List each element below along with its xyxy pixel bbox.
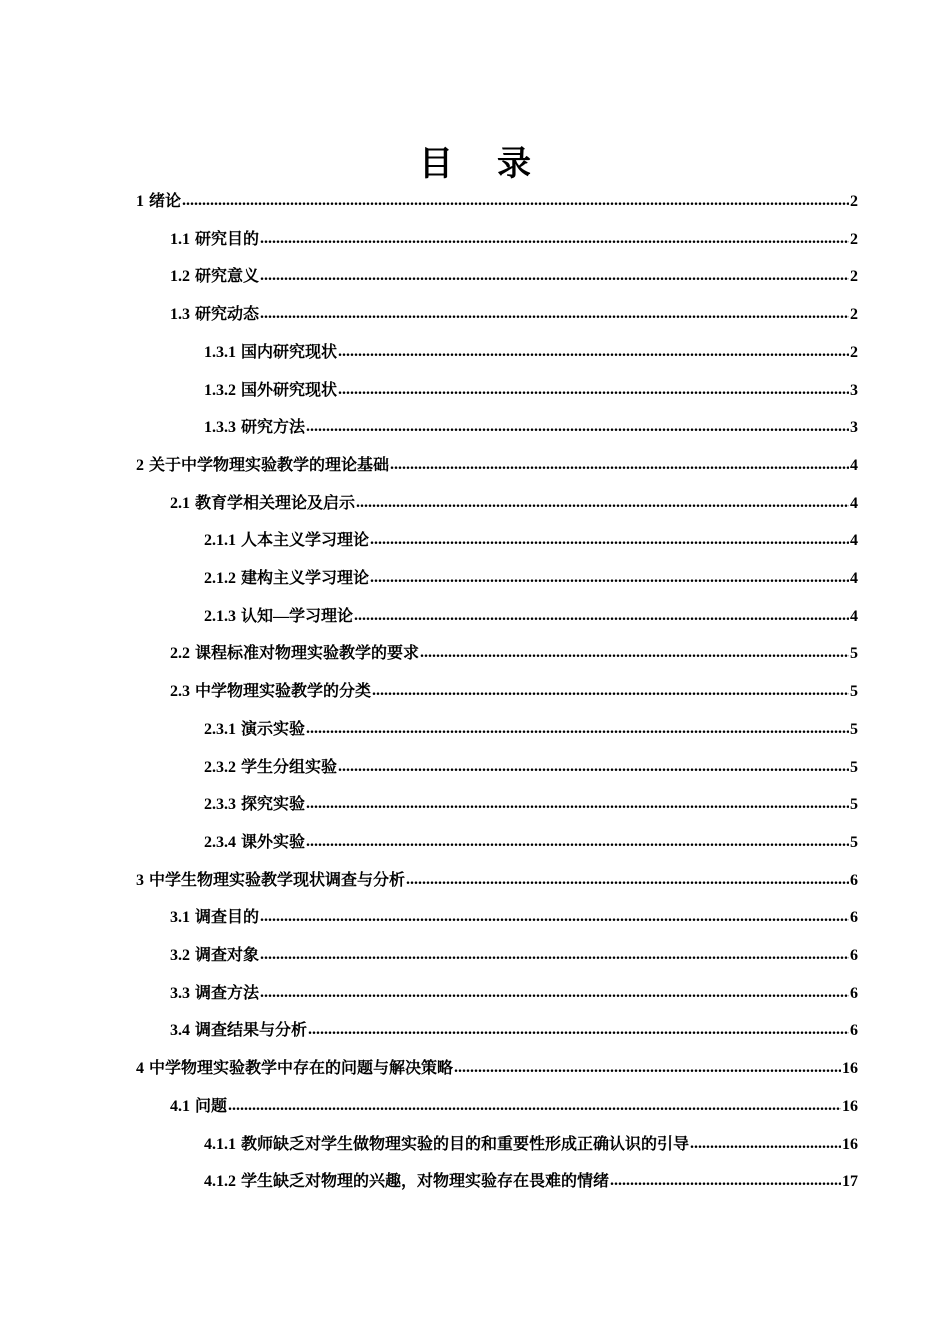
- toc-page-number: 4: [850, 494, 858, 512]
- toc-entry-number: 3.1: [170, 909, 190, 927]
- toc-page-number: 3: [850, 381, 858, 399]
- toc-page-number: 4: [850, 456, 858, 474]
- toc-page-number: 5: [850, 758, 858, 776]
- toc-entry-title: 中学物理实验教学中存在的问题与解决策略: [149, 1060, 454, 1078]
- toc-dot-leader: [338, 380, 849, 400]
- toc-entry-title: 关于中学物理实验教学的理论基础: [149, 456, 390, 474]
- toc-entry-number: 2: [136, 456, 144, 474]
- toc-entry[interactable]: [204, 414, 858, 438]
- toc-entry[interactable]: [204, 1131, 858, 1155]
- toc-page-number: 2: [850, 343, 858, 361]
- page-title: [0, 140, 950, 188]
- toc-entry-title: 研究动态: [195, 306, 260, 324]
- toc-dot-leader: [390, 455, 849, 475]
- toc-entry-number: 3: [136, 871, 144, 889]
- toc-dot-leader: [228, 1096, 841, 1116]
- toc-entry-label: [204, 531, 369, 551]
- toc-entry[interactable]: [204, 829, 858, 853]
- toc-dot-leader: [338, 757, 849, 777]
- toc-entry-number: 1.1: [170, 230, 190, 248]
- toc-entry[interactable]: [136, 188, 858, 212]
- toc-entry-label: [170, 908, 259, 928]
- toc-entry-number: 2.3: [170, 683, 190, 701]
- toc-page-number: 4: [850, 607, 858, 625]
- toc-entry-label: [170, 644, 419, 664]
- toc-entry-label: [170, 1021, 307, 1041]
- toc-entry[interactable]: [170, 226, 858, 250]
- toc-entry-number: 2.1: [170, 494, 190, 512]
- toc-dot-leader: [306, 719, 849, 739]
- toc-entry-number: 2.2: [170, 645, 190, 663]
- toc-dot-leader: [610, 1171, 841, 1191]
- toc-dot-leader: [260, 229, 849, 249]
- toc-entry-title: 学生分组实验: [241, 758, 338, 776]
- toc-entry[interactable]: [204, 603, 858, 627]
- toc-dot-leader: [260, 945, 849, 965]
- toc-entry-label: [136, 456, 389, 476]
- toc-entry-title: 国外研究现状: [241, 381, 338, 399]
- toc-entry[interactable]: [170, 263, 858, 287]
- toc-page-number: 17: [842, 1173, 858, 1191]
- toc-entry-number: 1.3.3: [204, 419, 236, 437]
- toc-entry[interactable]: [204, 527, 858, 551]
- toc-entry[interactable]: [204, 339, 858, 363]
- toc-entry-number: 4: [136, 1060, 144, 1078]
- toc-page-number: 4: [850, 532, 858, 550]
- toc-dot-leader: [306, 417, 849, 437]
- toc-page-number: 6: [850, 947, 858, 964]
- toc-entry-title: 研究意义: [195, 268, 260, 286]
- toc-entry-title: 问题: [195, 1097, 228, 1115]
- toc-entry-label: [204, 343, 337, 363]
- toc-page-number: 5: [850, 683, 858, 701]
- toc-entry[interactable]: [170, 1093, 858, 1117]
- toc-entry-title: 教师缺乏对学生做物理实验的目的和重要性形成正确认识的引导: [241, 1135, 690, 1153]
- toc-entry-label: [136, 192, 181, 212]
- toc-entry-title: 建构主义学习理论: [241, 570, 370, 587]
- toc-entry[interactable]: [170, 490, 858, 514]
- toc-entry-title: 人本主义学习理论: [241, 532, 370, 550]
- toc-page-number: 6: [850, 871, 858, 889]
- toc-entry-title: 国内研究现状: [241, 343, 338, 361]
- toc-entry[interactable]: [204, 1168, 858, 1192]
- toc-entry-number: 3.2: [170, 947, 190, 964]
- toc-entry-number: 2.1.2: [204, 570, 236, 587]
- toc-entry-number: 3.3: [170, 984, 190, 1002]
- toc-entry-number: 2.3.4: [204, 833, 236, 851]
- toc-entry-number: 4.1.2: [204, 1173, 236, 1191]
- toc-entry-title: 研究方法: [241, 419, 306, 437]
- toc-page-number: 5: [850, 720, 858, 738]
- toc-page-number: 6: [850, 984, 858, 1002]
- toc-entry-title: 学生缺乏对物理的兴趣，对物理实验存在畏难的情绪: [241, 1173, 610, 1191]
- toc-page-number: 2: [850, 193, 858, 210]
- toc-entry-label: [170, 494, 355, 514]
- toc-dot-leader: [260, 907, 849, 927]
- toc-entry[interactable]: [204, 565, 858, 589]
- toc-entry[interactable]: [170, 640, 858, 664]
- toc-entry-number: 4.1.1: [204, 1135, 236, 1153]
- toc-dot-leader: [306, 794, 849, 814]
- toc-dot-leader: [338, 342, 849, 362]
- toc-entry-title: 探究实验: [241, 796, 306, 814]
- toc-page-number: 16: [842, 1097, 858, 1115]
- toc-page-number: 5: [850, 833, 858, 851]
- toc-entry-label: [170, 1097, 227, 1117]
- toc-entry[interactable]: [170, 301, 858, 325]
- toc-entry-label: [204, 795, 305, 815]
- toc-entry-title: 中学物理实验教学的分类: [195, 683, 372, 701]
- toc-dot-leader: [454, 1058, 841, 1078]
- toc-dot-leader: [406, 870, 849, 890]
- toc-entry-label: [170, 305, 259, 325]
- toc-dot-leader: [370, 530, 849, 550]
- toc-entry-title: 演示实验: [241, 720, 306, 738]
- toc-entry-label: [204, 833, 305, 853]
- toc-entry-label: [170, 230, 259, 250]
- toc-page-number: 6: [850, 1022, 858, 1040]
- toc-entry-label: [204, 418, 305, 438]
- toc-entry[interactable]: [204, 716, 858, 740]
- toc-entry-label: [170, 682, 371, 702]
- toc-entry-number: 2.3.1: [204, 720, 236, 738]
- toc-page-number: 5: [850, 645, 858, 663]
- toc-entry-label: [204, 1135, 689, 1155]
- toc-entry-label: [170, 946, 259, 966]
- toc-entry-number: 2.3.3: [204, 796, 236, 814]
- toc-entry-title: 调查目的: [195, 909, 260, 927]
- toc-entry-number: 1.2: [170, 268, 190, 286]
- toc-entry[interactable]: [170, 1017, 858, 1041]
- toc-entry-label: [170, 984, 259, 1004]
- toc-entry-label: [204, 720, 305, 740]
- toc-entry-number: 4.1: [170, 1097, 190, 1115]
- title-char-2: 录: [497, 144, 531, 184]
- toc-entry[interactable]: [170, 980, 858, 1004]
- toc-page-number: 6: [850, 909, 858, 927]
- toc-entry-number: 1.3.1: [204, 343, 236, 361]
- toc-page-number: 16: [842, 1135, 858, 1153]
- toc-entry-number: 2.3.2: [204, 758, 236, 776]
- toc-entry[interactable]: [136, 1055, 858, 1079]
- toc-entry-title: 调查结果与分析: [195, 1022, 308, 1040]
- toc-entry-label: [204, 381, 337, 401]
- toc-dot-leader: [260, 983, 849, 1003]
- toc-entry[interactable]: [170, 942, 858, 966]
- toc-entry-number: 1.3: [170, 306, 190, 324]
- toc-page-number: 3: [850, 419, 858, 437]
- toc-entry[interactable]: [170, 904, 858, 928]
- toc-entry-number: 1: [136, 193, 144, 210]
- toc-entry[interactable]: [136, 452, 858, 476]
- toc-page-number: 4: [850, 570, 858, 587]
- toc-dot-leader: [420, 643, 849, 663]
- toc-entry-title: 课程标准对物理实验教学的要求: [195, 645, 420, 663]
- toc-entry[interactable]: [204, 754, 858, 778]
- toc-entry-title: 调查方法: [195, 984, 260, 1002]
- toc-dot-leader: [354, 606, 849, 626]
- toc-entry-label: [204, 758, 337, 778]
- toc-entry-title: 研究目的: [195, 230, 260, 248]
- toc-entry-title: 课外实验: [241, 833, 306, 851]
- toc-entry-title: 绪论: [149, 193, 182, 210]
- toc-dot-leader: [306, 832, 849, 852]
- toc-entry-number: 2.1.3: [204, 607, 236, 625]
- toc-entry-number: 3.4: [170, 1022, 190, 1040]
- toc-entry-title: 调查对象: [195, 947, 260, 964]
- toc-entry[interactable]: [170, 678, 858, 702]
- toc-entry[interactable]: [136, 867, 858, 891]
- toc-entry-label: [204, 607, 353, 627]
- toc-entry-title: 中学生物理实验教学现状调查与分析: [149, 871, 406, 889]
- toc-page-number: 2: [850, 306, 858, 324]
- toc-page-number: 5: [850, 796, 858, 814]
- toc-dot-leader: [260, 304, 849, 324]
- toc-dot-leader: [182, 191, 849, 211]
- toc-entry-number: 2.1.1: [204, 532, 236, 550]
- toc-dot-leader: [308, 1020, 849, 1040]
- title-char-1: 目: [419, 144, 453, 184]
- toc-page-number: 2: [850, 230, 858, 248]
- toc-dot-leader: [372, 681, 849, 701]
- toc-entry-title: 教育学相关理论及启示: [195, 494, 356, 512]
- toc-entry-label: [136, 1059, 453, 1079]
- toc-page-number: 16: [842, 1060, 858, 1078]
- toc-page-number: 2: [850, 268, 858, 286]
- toc-entry[interactable]: [204, 377, 858, 401]
- toc-dot-leader: [690, 1134, 841, 1154]
- toc-entry-label: [170, 267, 259, 287]
- toc-entry-label: [136, 871, 405, 891]
- toc-entry-title: 认知—学习理论: [241, 607, 354, 625]
- toc-entry[interactable]: [204, 791, 858, 815]
- toc-dot-leader: [356, 493, 849, 513]
- toc-entry-label: [204, 569, 369, 589]
- toc-dot-leader: [370, 568, 849, 588]
- toc-entry-number: 1.3.2: [204, 381, 236, 399]
- toc-dot-leader: [260, 266, 849, 286]
- toc-entry-label: [204, 1172, 609, 1192]
